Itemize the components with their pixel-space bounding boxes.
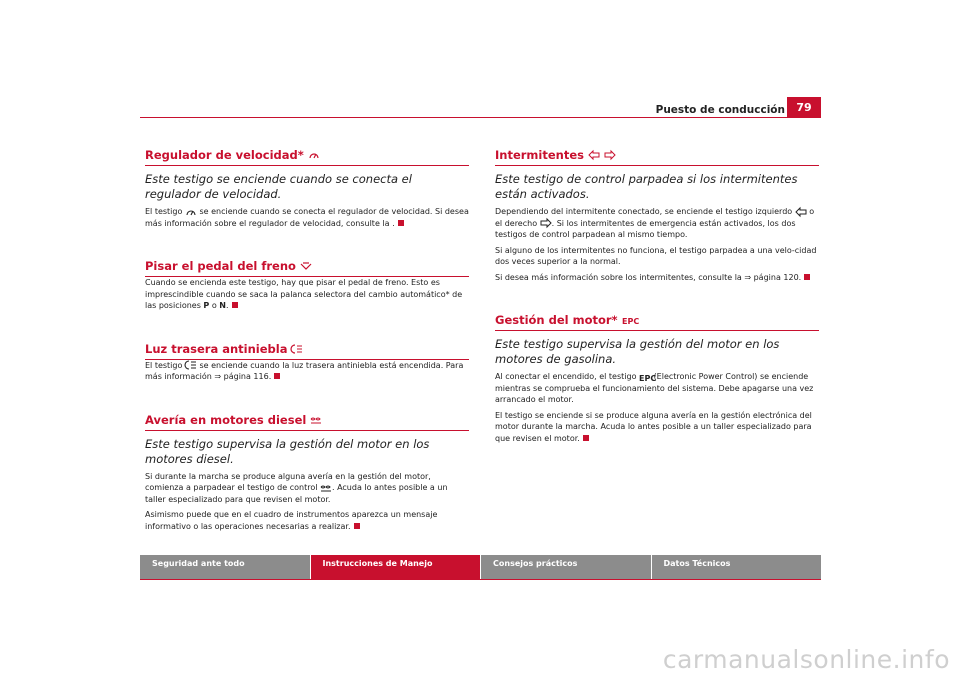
paragraph: Si alguno de los intermitentes no funciona, el testigo parpadea a una velo-cidad dos veces superior a la normal.	[495, 245, 817, 266]
epc-icon	[621, 315, 639, 326]
header-title: Puesto de conducción	[655, 104, 785, 116]
section-title: Gestión del motor* EPC	[495, 313, 819, 331]
tab-instrucciones[interactable]: Instrucciones de Manejo	[311, 555, 481, 580]
paragraph: Si durante la marcha se produce alguna avería en la gestión del motor, comienza a parpadear el testigo de control . Acuda lo antes posible a un taller especializado para que revisen el motor.	[145, 471, 448, 504]
right-column	[495, 148, 819, 474]
section-lead: Este testigo supervisa la gestión del motor en los motores de gasolina.	[495, 337, 780, 366]
section-title: Pisar el pedal del freno	[145, 259, 469, 277]
turn-right-icon	[540, 218, 552, 228]
cruise-control-icon	[185, 207, 197, 217]
section-diesel-fault	[145, 413, 469, 533]
rear-fog-light-icon	[291, 344, 303, 354]
epc-icon	[639, 372, 657, 383]
paragraph: Cuando se encienda este testigo, hay que pisar el pedal de freno. Esto es imprescindible cuando se saca la palanca selectora del cambio automático* de las posiciones P o N.	[145, 278, 463, 310]
end-marker	[354, 523, 360, 529]
paragraph: El testigo se enciende si se produce alguna avería en la gestión electrónica del motor durante la marcha. Acuda lo antes posible a un taller especializado para que revisen el motor.	[495, 410, 812, 443]
section-title: Intermitentes	[495, 148, 819, 166]
end-marker	[804, 274, 810, 280]
paragraph: Al conectar el encendido, el testigo EPC (Electronic Power Control) se enciende mientras se comprueba el funcionamiento del sistema. Debe apagarse una vez arrancado el motor.	[495, 372, 814, 404]
section-cruise-control	[145, 148, 469, 229]
turn-left-icon	[588, 150, 600, 160]
section-brake-pedal	[145, 259, 469, 312]
paragraph: Dependiendo del intermitente conectado, se enciende el testigo izquierdo o el derecho . Si los intermitentes de emergencia están activados, los dos testigos de control parpadean al mismo tiempo.	[495, 207, 815, 239]
section-turn-signals	[495, 148, 819, 283]
section-engine-management	[495, 313, 819, 444]
svg-text:EPC: EPC	[639, 373, 657, 383]
brake-foot-icon	[300, 261, 312, 271]
turn-left-icon	[795, 207, 807, 217]
end-marker	[274, 373, 280, 379]
glow-plug-icon	[320, 483, 332, 493]
paragraph: Asimismo puede que en el cuadro de instrumentos aparezca un mensaje informativo o las operaciones necesarias a realizar.	[145, 510, 438, 531]
footer-tabs	[140, 555, 821, 580]
paragraph: El testigo se enciende cuando se conecta el regulador de velocidad. Si desea más información sobre el regulador de velocidad, consulte la .	[145, 207, 469, 228]
end-marker	[398, 220, 404, 226]
tab-datos[interactable]: Datos Técnicos	[652, 555, 822, 580]
watermark: carmanualsonline.info	[662, 645, 950, 674]
paragraph: Si desea más información sobre los intermitentes, consulte la ⇒ página 120.	[495, 272, 819, 284]
tab-seguridad[interactable]: Seguridad ante todo	[140, 555, 310, 580]
end-marker	[583, 435, 589, 441]
paragraph: El testigo se enciende cuando la luz trasera antiniebla está encendida. Para más información ⇒ página 116.	[145, 360, 464, 381]
section-lead: Este testigo de control parpadea si los intermitentes están activados.	[495, 172, 798, 201]
footer-rule	[140, 579, 821, 580]
rear-fog-light-icon	[185, 360, 197, 370]
section-rear-fog-light	[145, 342, 469, 383]
tab-consejos[interactable]: Consejos prácticos	[481, 555, 651, 580]
section-title: Regulador de velocidad*	[145, 148, 469, 166]
turn-right-icon	[604, 150, 616, 160]
glow-plug-icon	[310, 415, 322, 425]
header-rule	[140, 117, 821, 118]
svg-text:EPC: EPC	[621, 317, 639, 326]
page-number: 79	[787, 97, 821, 118]
section-lead: Este testigo se enciende cuando se conecta el regulador de velocidad.	[145, 172, 412, 201]
section-lead: Este testigo supervisa la gestión del motor en los motores diesel.	[145, 436, 430, 466]
cruise-control-icon	[308, 150, 320, 160]
end-marker	[232, 302, 238, 308]
left-column	[145, 148, 469, 562]
section-title: Luz trasera antiniebla	[145, 342, 469, 360]
section-title: Avería en motores diesel	[145, 413, 469, 431]
